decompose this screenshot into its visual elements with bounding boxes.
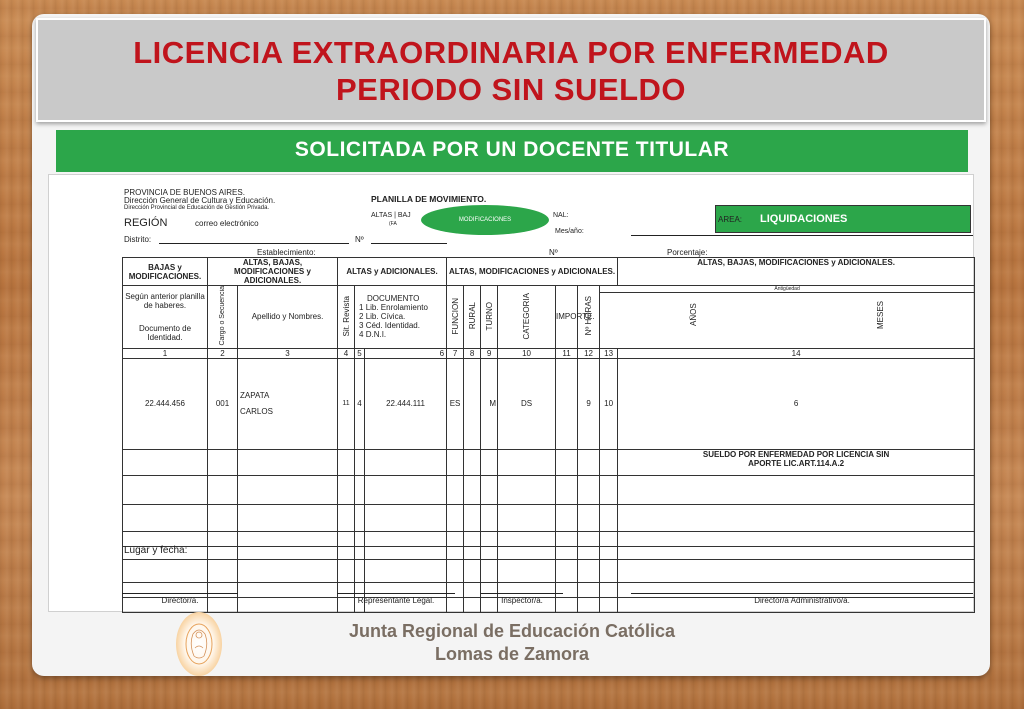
establecimiento-label: Establecimiento:	[257, 248, 316, 257]
cell-categoria: DS	[498, 358, 556, 449]
group-altas-bajas: ALTAS, BAJAS, MODIFICACIONES y ADICIONALES.	[208, 258, 338, 286]
col-cargo: Cargo o Secuencia	[208, 286, 238, 349]
col-apellido: Apellido y Nombres.	[238, 286, 338, 349]
cell-documento: 22.444.456	[123, 358, 208, 449]
col-horas: Nº HORAS	[578, 286, 600, 349]
col-num-3: 3	[238, 348, 338, 358]
modificaciones-oval: MODIFICACIONES	[421, 205, 549, 235]
cell-apellido: ZAPATA CARLOS	[238, 358, 338, 449]
planilla-title: PLANILLA DE MOVIMIENTO.	[371, 194, 487, 204]
cell-turno: M	[481, 358, 498, 449]
col-documento	[123, 286, 208, 349]
nro2-label: Nº	[549, 248, 558, 257]
header-line-3: Dirección Provincial de Educación de Gestión Privada.	[124, 205, 270, 211]
altas-label: ALTAS | BAJ	[371, 212, 411, 219]
porcentaje-label: Porcentaje:	[667, 248, 708, 257]
col-meses: MESES	[876, 301, 886, 330]
group-altas-adic: ALTAS y ADICIONALES.	[338, 258, 447, 286]
distrito-label: Distrito:	[124, 235, 152, 244]
email-label: correo electrónico	[195, 219, 259, 228]
col-num-11: 11	[556, 348, 578, 358]
column-header-row	[123, 286, 975, 349]
signature-inspector: Inspector/a.	[481, 593, 563, 605]
cell-anios: 10	[600, 358, 618, 449]
cell-importe	[556, 358, 578, 449]
col-num-2: 2	[208, 348, 238, 358]
title-line-1: LICENCIA EXTRAORDINARIA POR ENFERMEDAD	[133, 35, 889, 70]
col-categoria: CATEGORIA	[498, 286, 556, 349]
form-image	[48, 174, 974, 612]
col-anios: AÑOS	[689, 303, 699, 327]
col-num-9: 9	[481, 348, 498, 358]
col-num-1: 1	[123, 348, 208, 358]
col-num-8: 8	[464, 348, 481, 358]
nal-label: NAL:	[553, 212, 569, 219]
col-turno: TURNO	[481, 286, 498, 349]
table-row	[123, 546, 975, 559]
table-row	[123, 449, 975, 475]
col-num-5: 5	[355, 348, 365, 358]
signature-director: Director/a.	[122, 593, 238, 605]
table-row	[123, 475, 975, 504]
cell-meses: 6	[618, 358, 975, 449]
lugar-fecha-label: Lugar y fecha:	[124, 545, 188, 556]
cell-tipo-doc: 4	[355, 358, 365, 449]
subtitle-text: SOLICITADA POR UN DOCENTE TITULAR	[294, 138, 730, 161]
distrito-line	[159, 243, 349, 244]
col-num-12: 12	[578, 348, 600, 358]
col-num-10: 10	[498, 348, 556, 358]
fa-label: (FA	[389, 221, 397, 227]
cell-sit: 11	[338, 358, 355, 449]
cell-horas: 9	[578, 358, 600, 449]
form-header	[124, 189, 275, 212]
header-line-1: PROVINCIA DE BUENOS AIRES.	[124, 188, 245, 197]
area-value: LIQUIDACIONES	[760, 213, 848, 225]
subtitle-bar	[56, 130, 968, 172]
nro-line	[371, 243, 447, 244]
col-rural: RURAL	[464, 286, 481, 349]
col-funcion: FUNCION	[447, 286, 464, 349]
footer	[0, 620, 1024, 666]
header-line-2: Dirección General de Cultura y Educación.	[124, 196, 276, 205]
group-header-row	[123, 258, 975, 286]
table-row	[123, 358, 975, 449]
footer-line-2: Lomas de Zamora	[434, 644, 590, 664]
col-num-13: 13	[600, 348, 618, 358]
mes-label: Mes/año:	[555, 228, 584, 235]
col-doc: DOCUMENTO 1 Lib. Enrolamiento 2 Lib. Cívica. 3 Céd. Identidad. 4 D.N.I.	[355, 286, 447, 349]
col-antiguedad: Antigüedad AÑOS MESES	[600, 286, 975, 349]
mes-line	[631, 235, 973, 236]
group-altas-mod: ALTAS, MODIFICACIONES y ADICIONALES.	[447, 258, 618, 286]
col-planilla-ant: Según anterior planilla de haberes.	[125, 291, 205, 310]
nro-label: Nº	[355, 235, 364, 244]
cell-observaciones-2: SUELDO POR ENFERMEDAD POR LICENCIA SIN APORTE LIC.ART.114.A.2	[618, 449, 975, 475]
table-row	[123, 531, 975, 546]
footer-line-1: Junta Regional de Educación Católica	[348, 621, 676, 641]
col-sit: Sit. Revista	[338, 286, 355, 349]
col-importe: IMPORTE.	[556, 286, 578, 349]
column-number-row	[123, 348, 975, 358]
slide-title	[38, 34, 984, 108]
cell-cargo: 001	[208, 358, 238, 449]
table-row	[123, 559, 975, 582]
signature-representante: Representante Legal.	[337, 593, 455, 605]
col-num-4: 4	[338, 348, 355, 358]
signature-director-admin: Director/a Administrativo/a.	[631, 593, 973, 605]
cell-rural	[464, 358, 481, 449]
region-label: REGIÓN	[124, 217, 168, 229]
area-label: AREA:	[718, 215, 743, 224]
group-bajas: BAJAS y MODIFICACIONES.	[123, 258, 208, 286]
title-line-2: PERIODO SIN SUELDO	[335, 72, 687, 107]
col-num-14: 14	[618, 348, 975, 358]
movement-table	[122, 257, 975, 613]
cell-funcion: ES	[447, 358, 464, 449]
cell-nro-doc: 22.444.111	[365, 358, 447, 449]
col-num-7: 7	[447, 348, 464, 358]
table-row	[123, 504, 975, 531]
group-altas-all: ALTAS, BAJAS, MODIFICACIONES y ADICIONALES.	[618, 258, 975, 286]
col-num-6: 6	[365, 348, 447, 358]
col-documento-label: Documento de Identidad.	[138, 323, 192, 342]
area-box	[715, 205, 971, 233]
title-box	[36, 18, 986, 122]
